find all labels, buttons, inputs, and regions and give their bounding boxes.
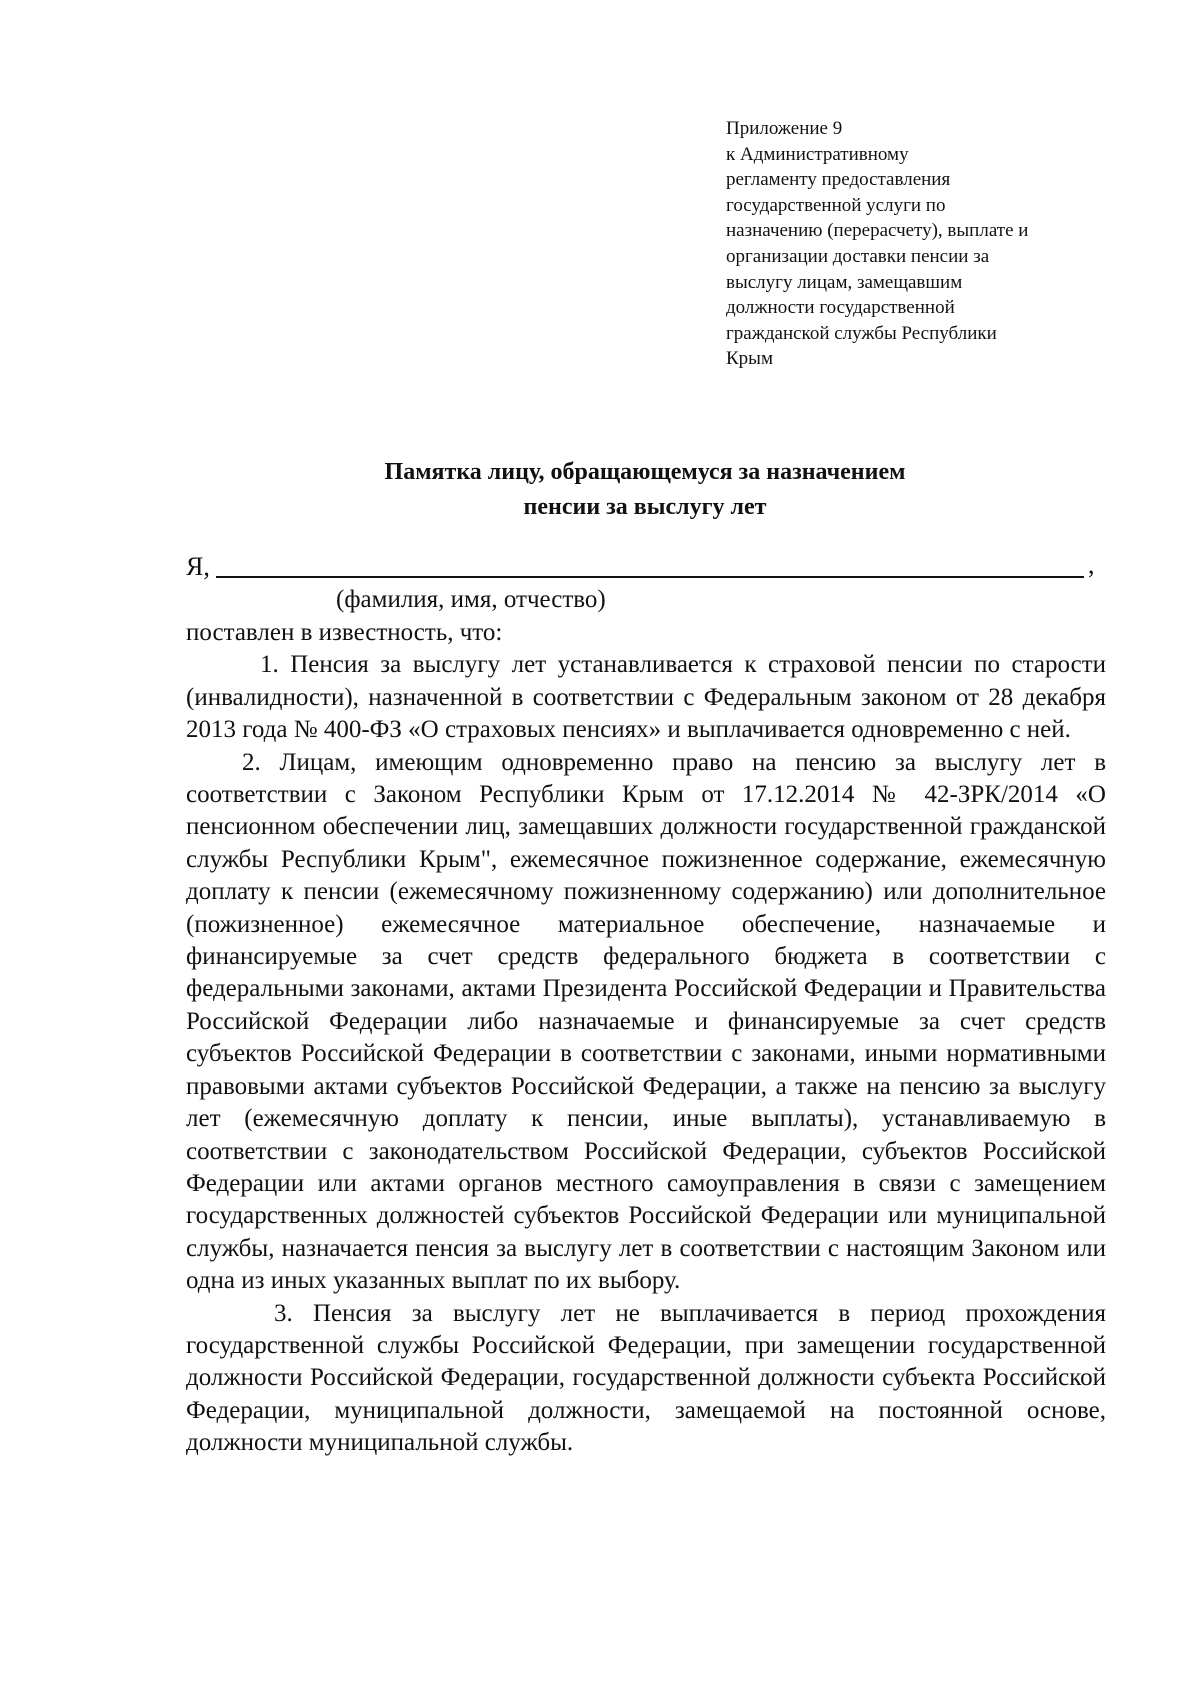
- paragraph-1: 1. Пенсия за выслугу лет устанавливается к страховой пенсии по старости (инвалидности), назначенной в соответствии с Федеральным законом от 28 декабря 2013 года № 400-ФЗ «О страховых пенсиях» и выплачивается одновременно с ней.: [186, 651, 1106, 744]
- appendix-line: должности государственной: [726, 297, 955, 319]
- appendix-line: Крым: [726, 348, 773, 370]
- name-suffix: ,: [1088, 550, 1095, 579]
- name-row: [186, 552, 1106, 588]
- intro-text: поставлен в известность, что:: [186, 619, 503, 646]
- appendix-line: назначению (перерасчету), выплате и: [726, 220, 1029, 242]
- paragraph-3: 3. Пенсия за выслугу лет не выплачивается в период прохождения государственной службы Российской Федерации, при замещении государственной должности Российской Федерации, государственной должности субъекта Российской Федерации, муниципальной должности, замещаемой на постоянной основе, должности муниципальной службы.: [186, 1299, 1106, 1457]
- full-name-caption: (фамилия, имя, отчество): [336, 586, 606, 613]
- appendix-line: к Административному: [726, 143, 909, 165]
- appendix-line: государственной услуги по: [726, 194, 946, 216]
- title-line-1: Памятка лицу, обращающемуся за назначением: [384, 459, 906, 485]
- appendix-line: Приложение 9: [726, 118, 843, 139]
- appendix-line: гражданской службы Республики: [726, 322, 997, 344]
- appendix-line: выслугу лицам, замещавшим: [726, 271, 963, 293]
- name-prefix: Я,: [186, 552, 210, 581]
- appendix-note: [726, 116, 1126, 372]
- appendix-line: организации доставки пенсии за: [726, 245, 990, 267]
- paragraph-2: 2. Лицам, имеющим одновременно право на пенсию за выслугу лет в соответствии с Законом Республики Крым от 17.12.2014 № 42-ЗРК/2014 «О пенсионном обеспечении лиц, замещавших должности государственной гражданской службы Республики Крым", ежемесячное пожизненное содержание, ежемесячную доплату к пенсии (ежемесячному пожизненному содержанию) или дополнительное (пожизненное) ежемесячное материальное обеспечение, назначаемые и финансируемые за счет средств федерального бюджета в соответствии с федеральными законами, актами Президента Российской Федерации и Правительства Российской Федерации либо назначаемые и финансируемые за счет средств субъектов Российской Федерации в соответствии с законами, иными нормативными правовыми актами субъектов Российской Федерации, а также на пенсию за выслугу лет (ежемесячную доплату к пенсии, иные выплаты), устанавливаемую в соответствии с законодательством Российской Федерации, субъектов Российской Федерации или актами органов местного самоуправления в связи с замещением государственных должностей субъектов Российской Федерации или муниципальной службы, назначается пенсия за выслугу лет в соответствии с настоящим Законом или одна из иных указанных выплат по их выбору.: [186, 748, 1106, 1295]
- document-body: [186, 617, 1106, 1460]
- document-title: [180, 455, 1110, 525]
- title-line-2: пенсии за выслугу лет: [523, 494, 767, 520]
- full-name-field[interactable]: [216, 576, 1084, 578]
- appendix-line: регламенту предоставления: [726, 169, 951, 191]
